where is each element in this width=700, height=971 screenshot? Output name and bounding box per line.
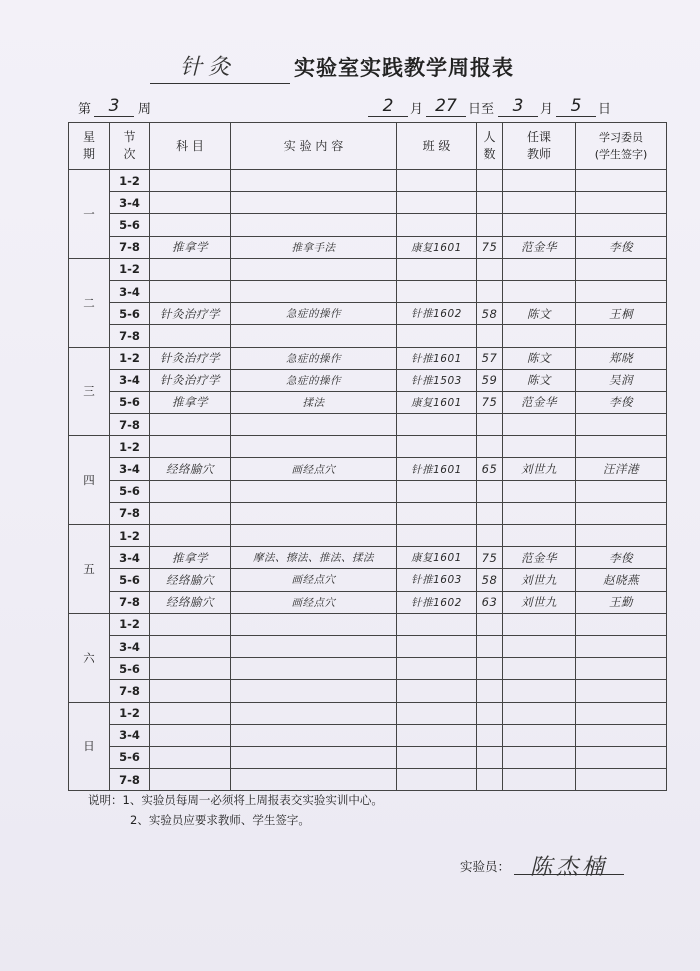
header-teacher: 任课 教师 — [503, 123, 576, 170]
content-cell: 急症的操作 — [231, 303, 397, 325]
monitor-cell — [576, 192, 667, 214]
monitor-cell — [576, 702, 667, 724]
count-cell — [477, 613, 503, 635]
monitor-cell — [576, 258, 667, 280]
session-cell: 5-6 — [110, 569, 150, 591]
teacher-cell — [503, 525, 576, 547]
count-cell — [477, 214, 503, 236]
monitor-cell — [576, 658, 667, 680]
weekday-cell: 五 — [69, 525, 110, 614]
to-day: 5 — [556, 96, 596, 117]
teacher-cell — [503, 635, 576, 657]
count-cell — [477, 680, 503, 702]
week-date-row — [78, 95, 678, 117]
monitor-cell: 吴润 — [576, 369, 667, 391]
content-cell — [231, 170, 397, 192]
session-cell: 5-6 — [110, 746, 150, 768]
teacher-cell — [503, 258, 576, 280]
class-cell — [397, 280, 477, 302]
count-cell — [477, 525, 503, 547]
class-cell: 针推1602 — [397, 303, 477, 325]
teacher-cell: 陈文 — [503, 347, 576, 369]
teacher-cell: 刘世九 — [503, 458, 576, 480]
teacher-cell — [503, 192, 576, 214]
teacher-cell — [503, 658, 576, 680]
subject-cell — [150, 746, 231, 768]
table-row — [69, 236, 667, 258]
teacher-cell: 刘世九 — [503, 569, 576, 591]
count-cell — [477, 769, 503, 791]
content-cell: 画经点穴 — [231, 591, 397, 613]
content-cell — [231, 613, 397, 635]
monitor-cell — [576, 170, 667, 192]
header-subject: 科 目 — [150, 123, 231, 170]
count-cell — [477, 502, 503, 524]
session-cell: 3-4 — [110, 369, 150, 391]
weekday-cell: 四 — [69, 436, 110, 525]
session-cell: 5-6 — [110, 303, 150, 325]
count-cell — [477, 635, 503, 657]
teacher-cell: 范金华 — [503, 391, 576, 413]
content-cell — [231, 769, 397, 791]
teacher-cell — [503, 170, 576, 192]
content-cell — [231, 480, 397, 502]
teacher-cell — [503, 702, 576, 724]
subject-cell — [150, 480, 231, 502]
count-cell — [477, 658, 503, 680]
monitor-cell: 王勤 — [576, 591, 667, 613]
monitor-cell: 李俊 — [576, 391, 667, 413]
teacher-cell: 范金华 — [503, 547, 576, 569]
table-row — [69, 414, 667, 436]
table-row — [69, 480, 667, 502]
subject-cell — [150, 436, 231, 458]
class-cell — [397, 325, 477, 347]
class-cell: 针推1503 — [397, 369, 477, 391]
teacher-cell — [503, 480, 576, 502]
class-cell: 针推1602 — [397, 591, 477, 613]
department-handwritten: 针灸 — [180, 55, 237, 80]
teacher-cell — [503, 325, 576, 347]
table-header-row — [69, 123, 667, 170]
content-cell — [231, 436, 397, 458]
count-cell — [477, 325, 503, 347]
subject-cell — [150, 613, 231, 635]
table-row — [69, 325, 667, 347]
count-cell — [477, 280, 503, 302]
count-cell: 65 — [477, 458, 503, 480]
session-cell: 7-8 — [110, 591, 150, 613]
subject-cell — [150, 724, 231, 746]
session-cell: 1-2 — [110, 170, 150, 192]
class-cell — [397, 480, 477, 502]
from-month: 2 — [368, 96, 408, 117]
monitor-cell — [576, 769, 667, 791]
session-cell: 3-4 — [110, 458, 150, 480]
class-cell: 针推1601 — [397, 347, 477, 369]
to-month-label: 月 — [540, 102, 554, 117]
teacher-cell — [503, 613, 576, 635]
class-cell: 康复1601 — [397, 236, 477, 258]
header-content: 实 验 内 容 — [231, 123, 397, 170]
page-title: 实验室实践教学周报表 — [294, 56, 514, 80]
monitor-cell — [576, 436, 667, 458]
subject-cell: 经络腧穴 — [150, 569, 231, 591]
class-cell: 康复1601 — [397, 391, 477, 413]
table-row — [69, 591, 667, 613]
session-cell: 3-4 — [110, 192, 150, 214]
teacher-cell — [503, 280, 576, 302]
class-cell — [397, 635, 477, 657]
content-cell: 摩法、擦法、推法、揉法 — [231, 547, 397, 569]
class-cell — [397, 170, 477, 192]
session-cell: 7-8 — [110, 414, 150, 436]
teacher-cell — [503, 502, 576, 524]
header-count: 人 数 — [477, 123, 503, 170]
count-cell — [477, 436, 503, 458]
subject-cell — [150, 635, 231, 657]
session-cell: 5-6 — [110, 214, 150, 236]
content-cell — [231, 258, 397, 280]
header-monitor: 学习委员 (学生签字) — [576, 123, 667, 170]
class-cell — [397, 192, 477, 214]
technician-block — [460, 850, 624, 880]
table-row — [69, 525, 667, 547]
subject-cell: 推拿学 — [150, 547, 231, 569]
teacher-cell — [503, 724, 576, 746]
to-day-label: 日 — [598, 102, 612, 117]
table-row — [69, 680, 667, 702]
session-cell: 1-2 — [110, 436, 150, 458]
session-cell: 1-2 — [110, 258, 150, 280]
table-row — [69, 658, 667, 680]
weekday-cell: 六 — [69, 613, 110, 702]
subject-cell: 推拿学 — [150, 391, 231, 413]
content-cell: 急症的操作 — [231, 369, 397, 391]
subject-cell — [150, 325, 231, 347]
subject-cell: 经络腧穴 — [150, 458, 231, 480]
content-cell — [231, 635, 397, 657]
subject-cell: 推拿学 — [150, 236, 231, 258]
class-cell — [397, 502, 477, 524]
table-row — [69, 769, 667, 791]
class-cell — [397, 436, 477, 458]
session-cell: 1-2 — [110, 347, 150, 369]
teacher-cell — [503, 746, 576, 768]
table-row — [69, 303, 667, 325]
class-cell — [397, 680, 477, 702]
session-cell: 5-6 — [110, 658, 150, 680]
subject-cell — [150, 414, 231, 436]
monitor-cell — [576, 613, 667, 635]
table-row — [69, 458, 667, 480]
teacher-cell — [503, 214, 576, 236]
session-cell: 1-2 — [110, 702, 150, 724]
header-class: 班 级 — [397, 123, 477, 170]
table-row — [69, 746, 667, 768]
weekday-cell: 一 — [69, 170, 110, 259]
monitor-cell — [576, 325, 667, 347]
weekday-cell: 日 — [69, 702, 110, 791]
session-cell: 7-8 — [110, 325, 150, 347]
subject-cell — [150, 502, 231, 524]
subject-cell — [150, 702, 231, 724]
weekday-cell: 二 — [69, 258, 110, 347]
content-cell — [231, 192, 397, 214]
content-cell — [231, 502, 397, 524]
monitor-cell — [576, 502, 667, 524]
table-row — [69, 436, 667, 458]
monitor-cell — [576, 724, 667, 746]
class-cell — [397, 724, 477, 746]
weekly-report-table — [68, 122, 667, 791]
monitor-cell — [576, 746, 667, 768]
count-cell — [477, 258, 503, 280]
week-suffix: 周 — [138, 102, 152, 117]
from-month-label: 月 — [410, 102, 424, 117]
session-cell: 5-6 — [110, 391, 150, 413]
teacher-cell — [503, 769, 576, 791]
session-cell: 1-2 — [110, 525, 150, 547]
subject-cell — [150, 192, 231, 214]
table-row — [69, 635, 667, 657]
monitor-cell: 汪洋港 — [576, 458, 667, 480]
header-weekday: 星 期 — [69, 123, 110, 170]
class-cell — [397, 525, 477, 547]
subject-cell — [150, 280, 231, 302]
class-cell — [397, 769, 477, 791]
subject-cell: 针灸治疗学 — [150, 369, 231, 391]
monitor-cell: 李俊 — [576, 547, 667, 569]
content-cell — [231, 525, 397, 547]
monitor-cell — [576, 480, 667, 502]
count-cell — [477, 702, 503, 724]
content-cell — [231, 280, 397, 302]
count-cell: 57 — [477, 347, 503, 369]
session-cell: 3-4 — [110, 280, 150, 302]
teacher-cell — [503, 680, 576, 702]
subject-cell — [150, 170, 231, 192]
count-cell — [477, 414, 503, 436]
to-label: 日至 — [468, 102, 495, 117]
table-row — [69, 613, 667, 635]
table-row — [69, 214, 667, 236]
subject-cell — [150, 680, 231, 702]
teacher-cell — [503, 414, 576, 436]
session-cell: 7-8 — [110, 680, 150, 702]
count-cell: 58 — [477, 569, 503, 591]
table-row — [69, 391, 667, 413]
session-cell: 3-4 — [110, 635, 150, 657]
count-cell: 59 — [477, 369, 503, 391]
table-row — [69, 280, 667, 302]
table-row — [69, 258, 667, 280]
header-session: 节 次 — [110, 123, 150, 170]
content-cell: 推拿手法 — [231, 236, 397, 258]
monitor-cell — [576, 525, 667, 547]
bleed-through-text — [150, 4, 510, 24]
monitor-cell — [576, 414, 667, 436]
content-cell: 画经点穴 — [231, 569, 397, 591]
content-cell — [231, 214, 397, 236]
technician-signature: 陈杰楠 — [514, 850, 624, 875]
table-row — [69, 547, 667, 569]
class-cell — [397, 613, 477, 635]
session-cell: 7-8 — [110, 502, 150, 524]
class-cell: 针推1603 — [397, 569, 477, 591]
content-cell — [231, 680, 397, 702]
table-row — [69, 347, 667, 369]
count-cell: 63 — [477, 591, 503, 613]
content-cell: 急症的操作 — [231, 347, 397, 369]
table-row — [69, 569, 667, 591]
class-cell — [397, 702, 477, 724]
monitor-cell — [576, 280, 667, 302]
content-cell: 画经点穴 — [231, 458, 397, 480]
from-day: 27 — [426, 96, 466, 117]
content-cell: 揉法 — [231, 391, 397, 413]
week-number: 3 — [94, 96, 134, 117]
subject-cell — [150, 258, 231, 280]
count-cell — [477, 746, 503, 768]
monitor-cell: 李俊 — [576, 236, 667, 258]
session-cell: 3-4 — [110, 724, 150, 746]
count-cell: 75 — [477, 391, 503, 413]
subject-cell: 经络腧穴 — [150, 591, 231, 613]
subject-cell — [150, 769, 231, 791]
note-2: 2、实验员应要求教师、学生签字。 — [130, 813, 310, 827]
class-cell: 康复1601 — [397, 547, 477, 569]
technician-label: 实验员： — [460, 859, 511, 874]
monitor-cell — [576, 680, 667, 702]
teacher-cell — [503, 436, 576, 458]
table-row — [69, 702, 667, 724]
table-row — [69, 192, 667, 214]
teacher-cell: 范金华 — [503, 236, 576, 258]
monitor-cell: 赵晓燕 — [576, 569, 667, 591]
count-cell: 58 — [477, 303, 503, 325]
subject-cell: 针灸治疗学 — [150, 303, 231, 325]
session-cell: 3-4 — [110, 547, 150, 569]
monitor-cell: 郑晓 — [576, 347, 667, 369]
session-cell: 1-2 — [110, 613, 150, 635]
session-cell: 7-8 — [110, 769, 150, 791]
content-cell — [231, 325, 397, 347]
content-cell — [231, 746, 397, 768]
note-1: 说明：1、实验员每周一必须将上周报表交实验实训中心。 — [88, 793, 383, 807]
count-cell — [477, 170, 503, 192]
teacher-cell: 陈文 — [503, 303, 576, 325]
class-cell — [397, 746, 477, 768]
table-row — [69, 724, 667, 746]
week-prefix: 第 — [78, 102, 92, 117]
count-cell — [477, 724, 503, 746]
class-cell — [397, 258, 477, 280]
table-row — [69, 170, 667, 192]
content-cell — [231, 724, 397, 746]
subject-cell — [150, 525, 231, 547]
content-cell — [231, 702, 397, 724]
subject-cell — [150, 214, 231, 236]
session-cell: 5-6 — [110, 480, 150, 502]
to-month: 3 — [498, 96, 538, 117]
count-cell — [477, 192, 503, 214]
class-cell: 针推1601 — [397, 458, 477, 480]
content-cell — [231, 658, 397, 680]
monitor-cell: 王桐 — [576, 303, 667, 325]
class-cell — [397, 414, 477, 436]
monitor-cell — [576, 214, 667, 236]
content-cell — [231, 414, 397, 436]
count-cell: 75 — [477, 547, 503, 569]
teacher-cell: 刘世九 — [503, 591, 576, 613]
class-cell — [397, 658, 477, 680]
subject-cell: 针灸治疗学 — [150, 347, 231, 369]
table-row — [69, 502, 667, 524]
teacher-cell: 陈文 — [503, 369, 576, 391]
count-cell — [477, 480, 503, 502]
monitor-cell — [576, 635, 667, 657]
notes — [88, 790, 383, 830]
subject-cell — [150, 658, 231, 680]
table-row — [69, 369, 667, 391]
count-cell: 75 — [477, 236, 503, 258]
department-blank — [150, 49, 290, 84]
weekday-cell: 三 — [69, 347, 110, 436]
session-cell: 7-8 — [110, 236, 150, 258]
title-row — [150, 50, 514, 84]
class-cell — [397, 214, 477, 236]
